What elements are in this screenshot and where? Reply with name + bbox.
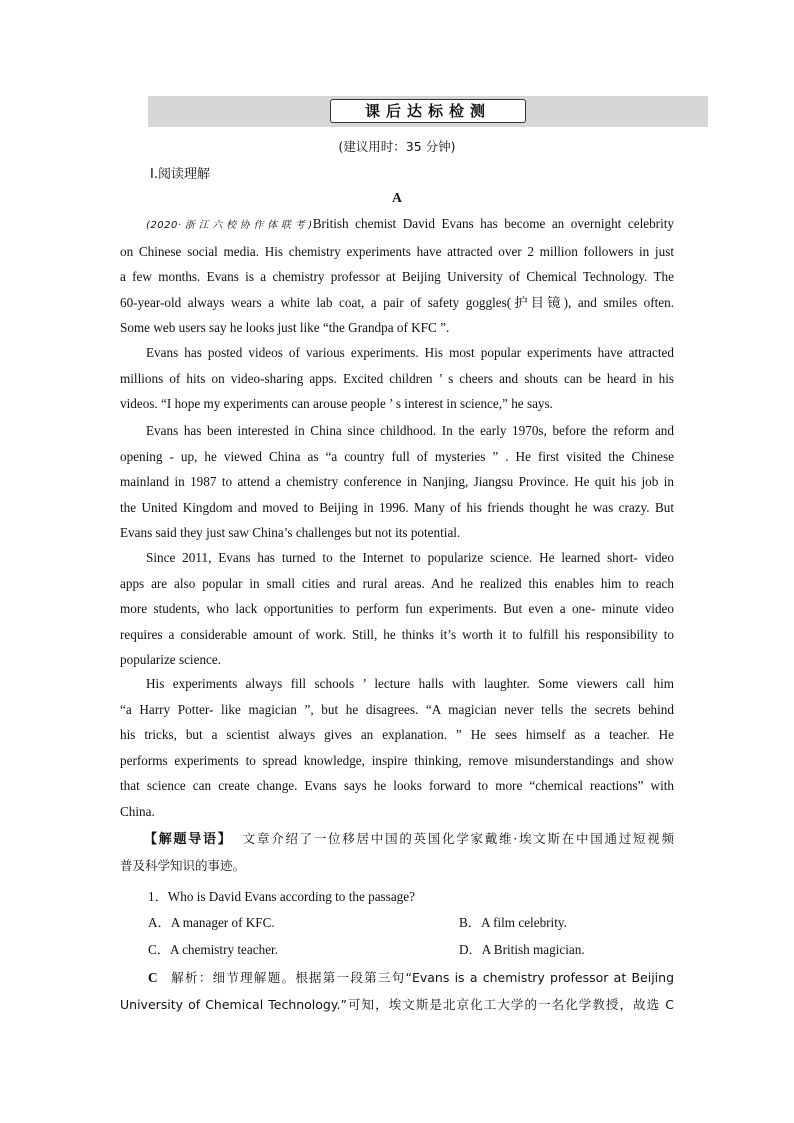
option-b[interactable]: B．A film celebrity.	[459, 915, 567, 930]
source-note: (2020·浙江六校协作体联考)	[146, 220, 313, 231]
paragraph-1	[120, 211, 674, 341]
paragraph-line: Some web users say he looks just like “the Grandpa of KFC ”.	[120, 320, 450, 336]
answer-line: University of Chemical Technology.”可知，埃文斯是北京化工大学的一名化学教授，故选 C	[120, 997, 674, 1012]
paragraph-line: Evans has posted videos of various experiments. His most popular experiments have attracted	[146, 345, 674, 360]
paragraph-4	[120, 545, 674, 673]
paragraph-line: apps are also popular in small cities and rural areas. And he realized this enables him to reach	[120, 575, 674, 591]
answer-explanation	[120, 964, 674, 1018]
paragraph-line: on Chinese social media. His chemistry experiments have attracted over 2 million followers in just	[120, 243, 674, 259]
banner-title: 课后达标检测	[330, 99, 526, 123]
guide-line: 普及科学知识的事迹。	[120, 858, 246, 873]
paragraph-line: requires a considerable amount of work. Still, he thinks it’s worth it to fulfill his responsibility to	[120, 626, 674, 642]
paragraph-line: videos. “I hope my experiments can arouse people ’ s interest in science,” he says.	[120, 396, 553, 412]
answer-line: C 解析：细节理解题。根据第一段第三句“Evans is a chemistry professor at Beijing	[148, 970, 675, 985]
paragraph-line: China.	[120, 803, 155, 819]
option-a[interactable]: A．A manager of KFC.	[148, 915, 275, 930]
paragraph-line: Since 2011, Evans has turned to the Internet to popularize science. He learned short- video	[146, 550, 674, 565]
paragraph-line: performs experiments to spread knowledge, inspire thinking, remove misunderstandings and show	[120, 752, 674, 768]
paragraph-line: “a Harry Potter- like magician ”, but he disagrees. “A magician never tells the secrets behind	[120, 701, 674, 717]
option-d[interactable]: D．A British magician.	[459, 942, 585, 957]
paragraph-line: millions of hits on video-sharing apps. Excited children ’ s cheers and shouts can be heard in his	[120, 370, 674, 386]
paragraph-line: the United Kingdom and moved to Beijing in 1996. Many of his friends thought he was crazy. But	[120, 499, 674, 515]
paragraph-line: his tricks, but a scientist always gives an explanation. ” He sees himself as a teacher. He	[120, 727, 674, 743]
paragraph-line: (2020·浙江六校协作体联考)British chemist David Evans has become an overnight celebrity	[146, 216, 674, 231]
paragraph-line: opening - up, he viewed China as “a country full of mysteries ” . He first visited the Chinese	[120, 448, 674, 464]
title-banner	[148, 96, 708, 127]
paragraph-5	[120, 671, 674, 825]
guide-label: 【解题导语】	[144, 832, 233, 847]
time-suggestion: (建议用时：35 分钟)	[338, 139, 456, 154]
option-c[interactable]: C．A chemistry teacher.	[148, 942, 279, 957]
paragraph-line: mainland in 1987 to attend a chemistry conference in Nanjing, Jiangsu Province. He quit his job in	[120, 474, 674, 490]
paragraph-line: more students, who lack opportunities to perform fun experiments. But even a one- minute video	[120, 601, 674, 617]
answer-key: C	[148, 970, 158, 985]
paragraph-line: Evans has been interested in China since childhood. In the early 1970s, before the reform and	[146, 423, 674, 438]
section-title: Ⅰ.阅读理解	[150, 167, 210, 182]
paragraph-line: His experiments always fill schools ’ lecture halls with laughter. Some viewers call him	[146, 676, 674, 691]
question-stem: 1．Who is David Evans according to the passage?	[148, 889, 415, 904]
paragraph-line: 60-year-old always wears a white lab coat, a pair of safety goggles(护目镜), and smiles often.	[120, 294, 674, 310]
reading-guide	[120, 826, 674, 879]
paragraph-3	[120, 418, 674, 546]
paragraph-2	[120, 340, 674, 417]
passage-title: A	[392, 190, 402, 205]
paragraph-line: that science can create change. Evans says he looks forward to more “chemical reactions” with	[120, 778, 674, 794]
paragraph-line: Evans said they just saw China’s challenges but not its potential.	[120, 525, 461, 541]
paragraph-line: a few months. Evans is a chemistry professor at Beijing University of Chemical Technology. The	[120, 269, 674, 285]
paragraph-line: popularize science.	[120, 652, 222, 668]
guide-line: 【解题导语】 文章介绍了一位移居中国的英国化学家戴维·埃文斯在中国通过短视频	[144, 831, 674, 847]
